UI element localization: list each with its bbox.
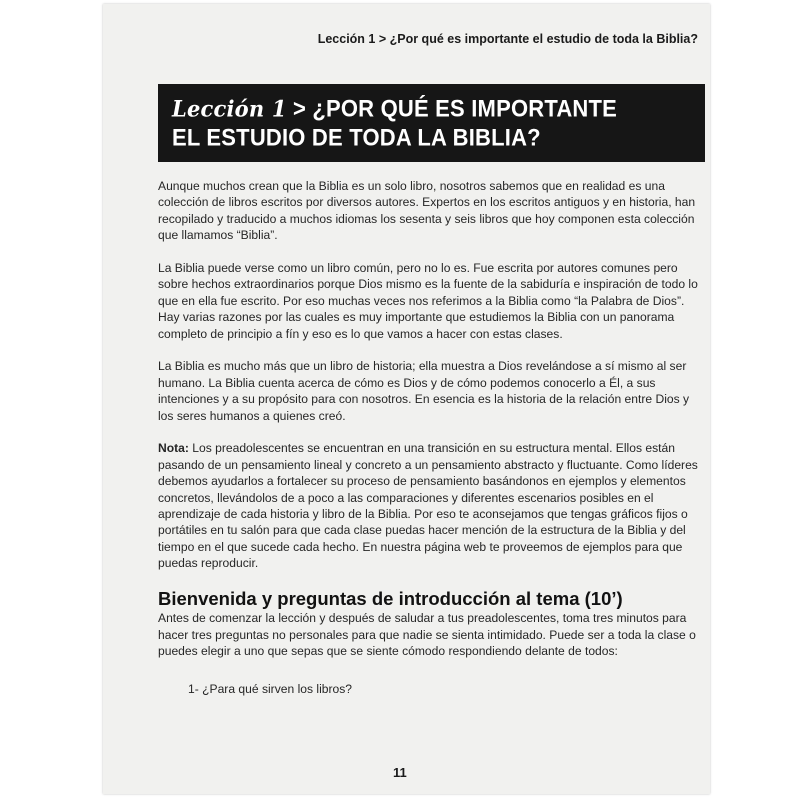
paragraph-word-of-god: La Biblia puede verse como un libro común, pero no lo es. Fue escrita por autores comunes pero sobre hechos extraordinarios porque Dios mismo es la fuente de la sabiduría e inspiración de todo lo que en ella fue escrito. Por eso muchas veces nos referimos a la Biblia como “la Palabra de Dios”. Hay varias razones por las cuales es muy importante que estudiemos la Biblia con un panorama completo de principio a fín y eso es lo que vamos a hacer con estas clases. [158,261,698,341]
lesson-title-prefix: Lección 1 [172,95,287,122]
paragraph-history: La Biblia es mucho más que un libro de historia; ella muestra a Dios revelándose a sí mismo al ser humano. La Biblia cuenta acerca de cómo es Dios y de cómo podemos conocerlo a Él, a sus intenciones y a su propósito para con nosotros. En esencia es la historia de la relación entre Dios y los seres humanos a quienes creó. [158,359,690,423]
lesson-body [158,178,698,698]
section-intro: Antes de comenzar la lección y después de saludar a tus preadolescentes, toma tres minutos para hacer tres preguntas no personales para que nadie se sienta intimidado. Puede ser a toda la clase o puedes elegir a uno que sepas que se siente cómodo respondiendo delante de todos: [158,611,696,658]
lesson-title-banner [158,84,705,162]
book-page [103,4,710,794]
paragraph-intro: Aunque muchos crean que la Biblia es un solo libro, nosotros sabemos que en realidad es una colección de libros escritos por diversos autores. Expertos en los escritos antiguos y en historia, han recopilado y traducido a muchos idiomas los sesenta y seis libros que hoy componen esta colección que llamamos “Biblia”. [158,179,696,243]
page-number: 11 [393,765,407,780]
section-heading: Bienvenida y preguntas de introducción al tema (10’) [158,588,623,610]
note-text: Los preadolescentes se encuentran en una transición en su estructura mental. Ellos están pasando de un pensamiento lineal y concreto a un pensamiento abstracto y fluctuante. Como líderes debemos ayudarlos a fortalecer su proceso de pensamiento basándonos en ejemplos y elementos concretos, llevándolos de a poco a las comparaciones y diferentes escenarios posibles en el aprendizaje de cada historia y libro de la Biblia. Por eso te aconsejamos que tengas gráficos fijos o portátiles en tu salón para que cada clase puedas hacer mención de la estructura de la Biblia y del tiempo en el que sucede cada hecho. En nuestra página web te proveemos de ejemplos para que puedas reproducir. [158,441,698,571]
lesson-title-line-2: EL ESTUDIO DE TODA LA BIBLIA? [172,124,541,151]
question-item: 1- ¿Para qué sirven los libros? [188,682,353,697]
note-label: Nota: [158,441,189,456]
note-paragraph [158,440,698,571]
lesson-title-line-1-text: > ¿POR QUÉ ES IMPORTANTE [286,95,618,122]
lesson-title-line-1 [172,93,705,124]
running-header: Lección 1 > ¿Por qué es importante el estudio de toda la Biblia? [317,32,698,46]
